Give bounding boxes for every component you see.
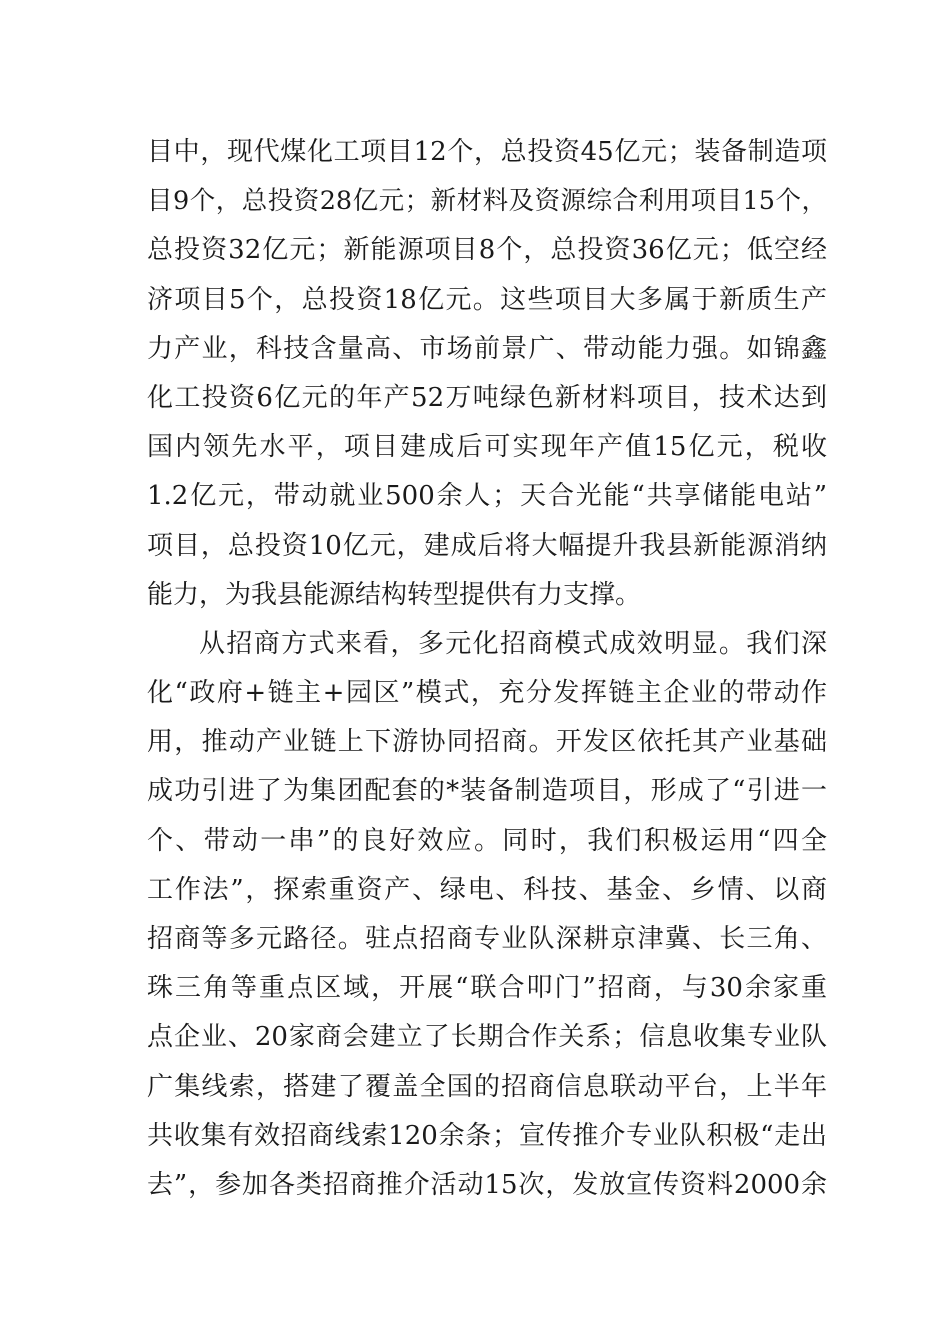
text-line: 共收集有效招商线索120余条；宣传推介专业队积极“走出 bbox=[147, 1120, 827, 1151]
text-line: 珠三角等重点区域，开展“联合叩门”招商，与30余家重 bbox=[147, 973, 827, 1004]
text-line: 济项目5个，总投资18亿元。这些项目大多属于新质生产 bbox=[147, 284, 827, 315]
text-line: 化工投资6亿元的年产52万吨绿色新材料项目，技术达到 bbox=[147, 382, 827, 413]
text-line: 力产业，科技含量高、市场前景广、带动能力强。如锦鑫 bbox=[147, 333, 827, 364]
text-line: 总投资32亿元；新能源项目8个，总投资36亿元；低空经 bbox=[147, 235, 827, 266]
text-line: 广集线索，搭建了覆盖全国的招商信息联动平台，上半年 bbox=[147, 1071, 827, 1102]
text-line: 成功引进了为集团配套的*装备制造项目，形成了“引进一 bbox=[147, 776, 827, 807]
paragraph-end-line: 能力，为我县能源结构转型提供有力支撑。 bbox=[147, 579, 642, 610]
text-line: 目中，现代煤化工项目12个，总投资45亿元；装备制造项 bbox=[147, 137, 827, 167]
text-line: 化“政府+链主+园区”模式，充分发挥链主企业的带动作 bbox=[147, 678, 827, 709]
body-text bbox=[147, 128, 827, 1210]
text-line: 招商等多元路径。驻点招商专业队深耕京津冀、长三角、 bbox=[147, 924, 827, 954]
text-line: 个、带动一串”的良好效应。同时，我们积极运用“四全 bbox=[147, 825, 827, 856]
text-line: 工作法”，探索重资产、绿电、科技、基金、乡情、以商 bbox=[147, 874, 827, 905]
text-line: 用，推动产业链上下游协同招商。开发区依托其产业基础 bbox=[147, 727, 827, 758]
text-line: 点企业、20家商会建立了长期合作关系；信息收集专业队 bbox=[147, 1022, 827, 1053]
text-line: 项目，总投资10亿元，建成后将大幅提升我县新能源消纳 bbox=[147, 530, 827, 561]
text-line: 目9个，总投资28亿元；新材料及资源综合利用项目15个， bbox=[147, 186, 827, 217]
text-line: 去”，参加各类招商推介活动15次，发放宣传资料2000余 bbox=[147, 1169, 827, 1200]
text-line: 国内领先水平，项目建成后可实现年产值15亿元，税收 bbox=[147, 432, 827, 463]
paragraph-start-line: 从招商方式来看，多元化招商模式成效明显。我们深 bbox=[199, 628, 827, 659]
text-line: 1.2亿元，带动就业500余人；天合光能“共享储能电站” bbox=[147, 481, 827, 512]
